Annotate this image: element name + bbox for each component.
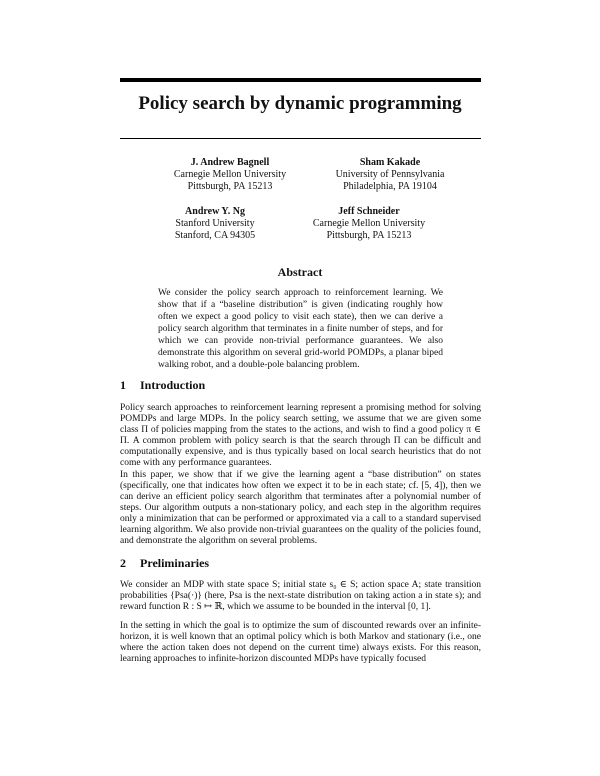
paragraph: Policy search approaches to reinforcement learning represent a promising method for solving POMDPs and large MDPs. In the policy search setting, we assume that we are given some class Π of policies mapping from the states to the actions, and wish to find a good policy π ∈ Π. A common problem with policy search is that the search through Π can be difficult and computationally expensive, and is thus typically based on local search heuristics that do not come with any performance guarantees.: [120, 403, 481, 468]
section-title: Preliminaries: [140, 556, 210, 570]
paragraph: In this paper, we show that if we give the learning agent a “base distribution” on states (specifically, one that indicates how often we expect it to be in each state; cf. [5, 4]), then we can derive an efficient policy search algorithm that terminates after a polynomial number of steps. Our algorithm outputs a non-stationary policy, and each step in the algorithm requires only a minimization that can be performed or approximated via a call to a standard supervised learning algorithm. We also provide non-trivial guarantees on the quality of the policies found, and demonstrate the algorithm on several problems.: [120, 470, 481, 546]
paper-title: Policy search by dynamic programming: [138, 93, 462, 114]
section-title: Introduction: [140, 378, 206, 392]
author-address: Stanford, CA 94305: [174, 230, 256, 241]
section-heading-preliminaries: [120, 556, 209, 571]
paragraph: In the setting in which the goal is to optimize the sum of discounted rewards over an infinite-horizon, it is well known that an optimal policy which is both Markov and stationary (i.e., one where the action taken does not depend on the current time) always exists. For this reason, learning approaches to infinite-horizon discounted MDPs have typically focused: [120, 621, 481, 664]
author-block: [274, 206, 464, 242]
author-affiliation: Carnegie Mellon University: [173, 169, 287, 180]
author-affiliation: Carnegie Mellon University: [312, 218, 426, 229]
author-block: [295, 157, 485, 193]
abstract-text: We consider the policy search approach to reinforcement learning. We show that if a “baseline distribution” is given (indicating roughly how often we expect a good policy to visit each state), then we can derive a policy search algorithm that terminates in a finite number of steps, and for which we can provide non-trivial performance guarantees. We also demonstrate this algorithm on several grid-world POMDPs, a planar biped walking robot, and a double-pole balancing problem.: [158, 288, 443, 370]
author-address: Pittsburgh, PA 15213: [326, 230, 412, 241]
section-number: 1: [120, 378, 126, 392]
section-number: 2: [120, 556, 126, 570]
paragraph: We consider an MDP with state space S; initial state s₀ ∈ S; action space A; state transition probabilities {Psa(·)} (here, Psa is the next-state distribution on taking action a in state s); and reward function R : S ↦ ℝ, which we assume to be bounded in the interval [0, 1].: [120, 580, 481, 612]
author-name: Andrew Y. Ng: [185, 206, 245, 217]
author-name: Sham Kakade: [359, 157, 421, 168]
title-rule-bottom: [120, 138, 481, 139]
author-address: Philadelphia, PA 19104: [343, 181, 437, 192]
section-heading-introduction: [120, 378, 205, 393]
author-affiliation: Stanford University: [175, 218, 255, 229]
abstract-heading: Abstract: [277, 265, 323, 279]
author-name: Jeff Schneider: [338, 206, 400, 217]
author-address: Pittsburgh, PA 15213: [187, 181, 273, 192]
author-name: J. Andrew Bagnell: [190, 157, 270, 168]
title-rule-top: [120, 78, 481, 82]
author-affiliation: University of Pennsylvania: [335, 169, 445, 180]
